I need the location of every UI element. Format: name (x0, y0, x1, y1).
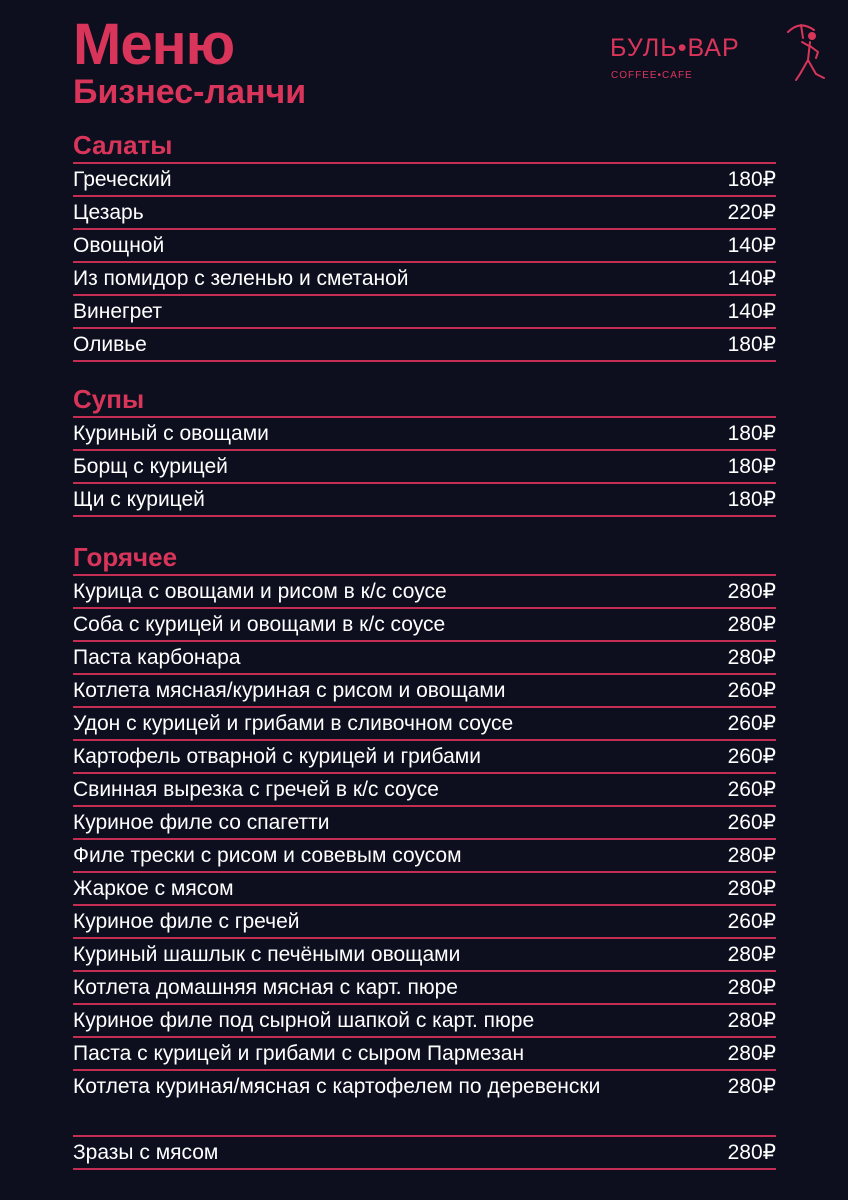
menu-item-row (73, 449, 776, 482)
menu-item-price: 280₽ (727, 1075, 776, 1098)
menu-item-row (73, 574, 776, 607)
menu-item-price: 280₽ (727, 646, 776, 669)
menu-item-row (73, 416, 776, 449)
menu-item-price: 140₽ (727, 267, 776, 290)
menu-item-row (73, 327, 776, 362)
menu-item-row (73, 607, 776, 640)
menu-item-row (73, 904, 776, 937)
menu-item-name: Греческий (73, 168, 172, 191)
menu-item-row (73, 772, 776, 805)
menu-item-name: Куриное филе с гречей (73, 910, 300, 933)
section-soups (73, 382, 776, 517)
menu-item-row (73, 739, 776, 772)
menu-item-row (73, 1036, 776, 1069)
menu-item-price: 180₽ (727, 168, 776, 191)
menu-item-price: 280₽ (727, 877, 776, 900)
menu-item-price: 280₽ (727, 844, 776, 867)
menu-item-row (73, 805, 776, 838)
menu-item-row (73, 706, 776, 739)
menu-item-price: 140₽ (727, 234, 776, 257)
menu-item-row (73, 294, 776, 327)
menu-item-price: 280₽ (727, 1009, 776, 1032)
menu-item-price: 260₽ (727, 910, 776, 933)
menu-item-row (73, 195, 776, 228)
menu-item-name: Соба с курицей и овощами в к/с соусе (73, 613, 446, 636)
section-title: Салаты (73, 130, 173, 160)
menu-item-name: Винегрет (73, 300, 162, 323)
menu-item-row (73, 673, 776, 706)
menu-item-price: 260₽ (727, 745, 776, 768)
section-title: Супы (73, 384, 145, 414)
menu-item-row (73, 970, 776, 1003)
section-hot-dishes (73, 540, 776, 1170)
menu-item-price: 280₽ (727, 613, 776, 636)
menu-item-name: Куриный с овощами (73, 422, 269, 445)
menu-item-name: Удон с курицей и грибами в сливочном соусе (73, 712, 514, 735)
menu-item-name: Картофель отварной с курицей и грибами (73, 745, 481, 768)
menu-item-name: Свинная вырезка с гречей в к/с соусе (73, 778, 439, 801)
menu-item-name: Жаркое с мясом (73, 877, 234, 900)
menu-item-row (73, 162, 776, 195)
menu-item-price: 260₽ (727, 811, 776, 834)
menu-item-name: Паста с курицей и грибами с сыром Пармезан (73, 1042, 525, 1065)
menu-item-name: Борщ с курицей (73, 455, 228, 478)
menu-item-price: 140₽ (727, 300, 776, 323)
menu-item-price: 280₽ (727, 1042, 776, 1065)
menu-item-row (73, 261, 776, 294)
menu-item-price: 180₽ (727, 422, 776, 445)
menu-item-row (73, 1135, 776, 1170)
menu-item-name: Котлета куриная/мясная с картофелем по деревенски (73, 1075, 601, 1098)
menu-item-name: Курица с овощами и рисом в к/с соусе (73, 580, 447, 603)
menu-item-name: Из помидор с зеленью и сметаной (73, 267, 409, 290)
menu-item-price: 280₽ (727, 1141, 776, 1164)
menu-item-name: Паста карбонара (73, 646, 241, 669)
menu-item-row (73, 937, 776, 970)
menu-item-name: Щи с курицей (73, 488, 205, 511)
menu-item-name: Куриное филе со спагетти (73, 811, 330, 834)
menu-item-row (73, 640, 776, 673)
menu-item-row (73, 1069, 776, 1135)
menu-item-price: 260₽ (727, 679, 776, 702)
menu-item-price: 220₽ (727, 201, 776, 224)
page-title: Меню (73, 12, 235, 77)
menu-item-name: Зразы с мясом (73, 1141, 219, 1164)
menu-item-name: Цезарь (73, 201, 144, 224)
menu-item-name: Котлета домашняя мясная с карт. пюре (73, 976, 458, 999)
menu-item-price: 260₽ (727, 712, 776, 735)
menu-item-price: 260₽ (727, 778, 776, 801)
page-subtitle: Бизнес-ланчи (73, 73, 307, 111)
menu-item-name: Куриный шашлык с печёными овощами (73, 943, 461, 966)
menu-item-price: 280₽ (727, 580, 776, 603)
logo-name: БУЛЬ•ВАР (610, 34, 740, 62)
cafe-logo (610, 18, 835, 90)
menu-item-price: 180₽ (727, 488, 776, 511)
section-title: Горячее (73, 542, 178, 572)
menu-item-row (73, 1003, 776, 1036)
menu-item-name: Оливье (73, 333, 147, 356)
menu-item-row (73, 871, 776, 904)
section-salads (73, 128, 776, 362)
menu-item-name: Котлета мясная/куриная с рисом и овощами (73, 679, 506, 702)
menu-item-price: 280₽ (727, 976, 776, 999)
menu-item-name: Овощной (73, 234, 165, 257)
menu-item-name: Филе трески с рисом и совевым соусом (73, 844, 462, 867)
menu-item-price: 180₽ (727, 455, 776, 478)
logo-tagline: COFFEE•CAFE (611, 70, 693, 81)
man-with-umbrella-icon (782, 18, 832, 88)
menu-item-price: 280₽ (727, 943, 776, 966)
menu-item-price: 180₽ (727, 333, 776, 356)
menu-item-name: Куриное филе под сырной шапкой с карт. пюре (73, 1009, 535, 1032)
menu-item-row (73, 838, 776, 871)
menu-item-row (73, 482, 776, 517)
menu-item-row (73, 228, 776, 261)
